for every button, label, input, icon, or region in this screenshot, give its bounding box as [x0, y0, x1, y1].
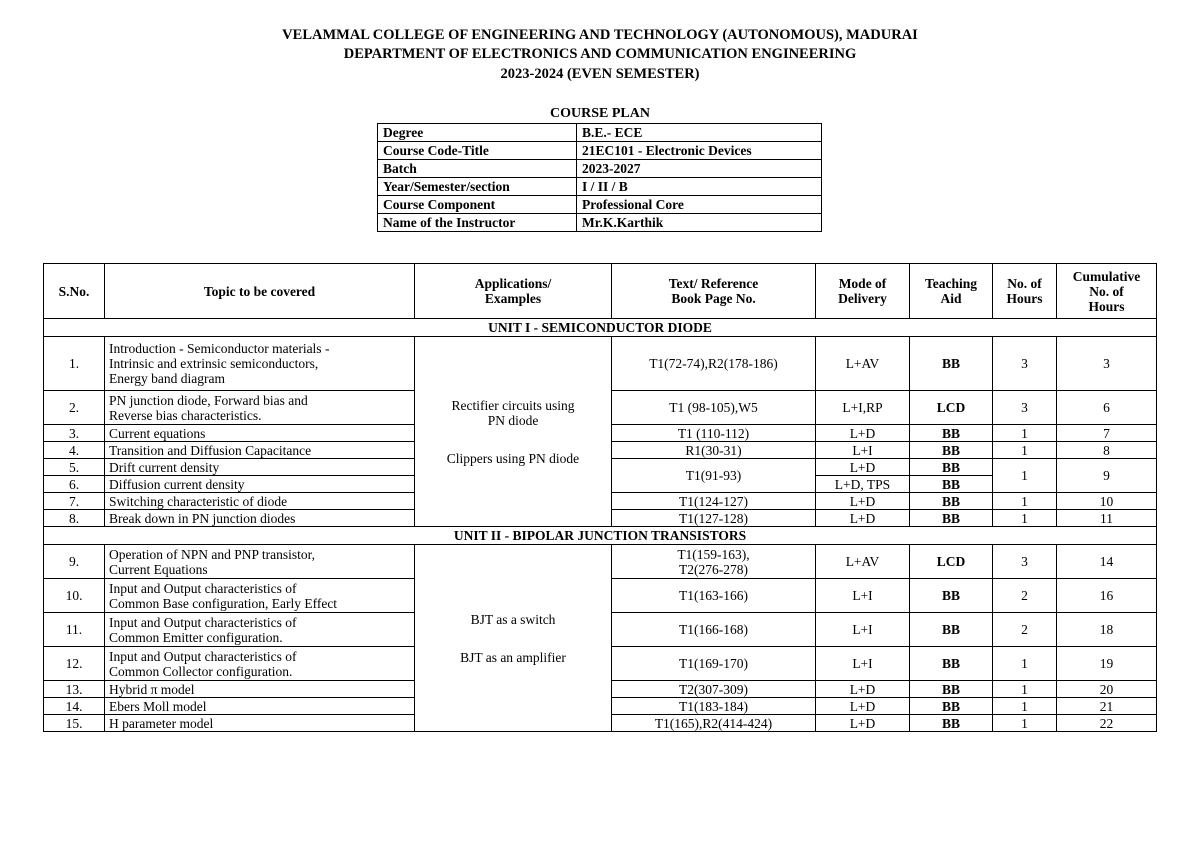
cell-hours: 1 — [993, 715, 1057, 732]
cell-sno: 3. — [44, 425, 105, 442]
header-book: Text/ Reference Book Page No. — [612, 264, 816, 319]
course-info-row — [378, 214, 822, 232]
info-value: B.E.- ECE — [577, 124, 822, 142]
cell-topic — [105, 579, 415, 613]
cell-mode: L+D — [816, 698, 910, 715]
cell-topic — [105, 681, 415, 698]
cell-sno: 7. — [44, 493, 105, 510]
cell-sno: 4. — [44, 442, 105, 459]
table-row — [44, 545, 1157, 579]
text-line: PN junction diode, Forward bias and — [109, 392, 308, 408]
cell-mode: L+D — [816, 681, 910, 698]
cell-hours: 1 — [993, 647, 1057, 681]
text-line: Introduction - Semiconductor materials - — [109, 341, 330, 356]
cell-aid: LCD — [910, 391, 993, 425]
text-line: H parameter model — [109, 715, 214, 731]
cell-hours: 1 — [993, 681, 1057, 698]
unit-row — [44, 319, 1157, 337]
application-text: PN diode — [487, 412, 539, 428]
lesson-plan-table — [43, 263, 1157, 732]
cell-mode: L+AV — [816, 545, 910, 579]
application-text: Rectifier circuits using — [451, 397, 575, 413]
course-info-row — [378, 196, 822, 214]
info-label: Name of the Instructor — [378, 214, 577, 232]
info-label: Batch — [378, 160, 577, 178]
table-row — [44, 337, 1157, 391]
cell-aid: BB — [910, 425, 993, 442]
cell-aid: LCD — [910, 545, 993, 579]
cell-aid: BB — [910, 647, 993, 681]
cell-mode: L+D — [816, 459, 910, 476]
info-value: Professional Core — [577, 196, 822, 214]
cell-book: T1(166-168) — [612, 613, 816, 647]
cell-cumulative: 19 — [1057, 647, 1157, 681]
cell-cumulative: 11 — [1057, 510, 1157, 527]
cell-hours: 1 — [993, 425, 1057, 442]
header-cumulative: Cumulative No. of Hours — [1057, 264, 1157, 319]
cell-hours: 1 — [993, 459, 1057, 493]
text-line: Input and Output characteristics of — [109, 614, 297, 630]
cell-book: T1(127-128) — [612, 510, 816, 527]
cell-hours: 2 — [993, 613, 1057, 647]
cell-aid: BB — [910, 579, 993, 613]
cell-hours: 3 — [993, 337, 1057, 391]
cell-hours: 1 — [993, 493, 1057, 510]
text-line: Break down in PN junction diodes — [109, 510, 296, 526]
course-plan-title: COURSE PLAN — [550, 106, 650, 121]
cell-topic — [105, 476, 415, 493]
info-value: 21EC101 - Electronic Devices — [577, 142, 822, 160]
cell-cumulative: 20 — [1057, 681, 1157, 698]
cell-cumulative: 6 — [1057, 391, 1157, 425]
cell-hours: 1 — [993, 510, 1057, 527]
cell-sno: 1. — [44, 337, 105, 391]
cell-mode: L+I — [816, 647, 910, 681]
cell-cumulative: 9 — [1057, 459, 1157, 493]
text-line: Hybrid π model — [109, 681, 195, 697]
header-mode: Mode of Delivery — [816, 264, 910, 319]
cell-topic — [105, 425, 415, 442]
cell-mode: L+D — [816, 493, 910, 510]
header-aid: Teaching Aid — [910, 264, 993, 319]
department-name: DEPARTMENT OF ELECTRONICS AND COMMUNICATION ENGINEERING — [343, 46, 857, 62]
text-line: Common Emitter configuration. — [109, 629, 283, 645]
cell-topic — [105, 493, 415, 510]
text-line: Switching characteristic of diode — [109, 493, 288, 509]
cell-mode: L+D — [816, 510, 910, 527]
course-info-row — [378, 178, 822, 196]
text-line: T1(159-163), — [677, 546, 750, 562]
text-line: Diffusion current density — [109, 476, 245, 492]
header-sno: S.No. — [44, 264, 105, 319]
cell-mode: L+I — [816, 579, 910, 613]
text-line: Input and Output characteristics of — [109, 648, 297, 664]
cell-sno: 12. — [44, 647, 105, 681]
info-label: Course Component — [378, 196, 577, 214]
text-line: Common Base configuration, Early Effect — [109, 595, 338, 611]
unit-title: UNIT II - BIPOLAR JUNCTION TRANSISTORS — [44, 527, 1157, 545]
application-text: Clippers using PN diode — [446, 450, 580, 466]
info-label: Degree — [378, 124, 577, 142]
info-label: Course Code-Title — [378, 142, 577, 160]
cell-hours: 1 — [993, 698, 1057, 715]
text-line: Ebers Moll model — [109, 698, 207, 714]
cell-book: T1(163-166) — [612, 579, 816, 613]
cell-cumulative: 3 — [1057, 337, 1157, 391]
cell-book: T1(124-127) — [612, 493, 816, 510]
cell-aid: BB — [910, 510, 993, 527]
cell-mode: L+D — [816, 425, 910, 442]
cell-sno: 5. — [44, 459, 105, 476]
cell-book: T1 (98-105),W5 — [612, 391, 816, 425]
cell-aid: BB — [910, 715, 993, 732]
text-line: Current equations — [109, 425, 206, 441]
academic-year: 2023-2024 (EVEN SEMESTER) — [500, 66, 700, 82]
cell-book: T1 (110-112) — [612, 425, 816, 442]
text-line: T2(276-278) — [679, 561, 748, 577]
cell-aid: BB — [910, 442, 993, 459]
course-info-row — [378, 160, 822, 178]
course-info-table — [377, 123, 822, 232]
cell-cumulative: 21 — [1057, 698, 1157, 715]
cell-topic — [105, 647, 415, 681]
cell-hours: 3 — [993, 545, 1057, 579]
cell-topic — [105, 510, 415, 527]
cell-topic — [105, 545, 415, 579]
header-applications: Applications/ Examples — [415, 264, 612, 319]
info-label: Year/Semester/section — [378, 178, 577, 196]
text-line: Reverse bias characteristics. — [109, 407, 262, 423]
cell-topic — [105, 391, 415, 425]
cell-aid: BB — [910, 476, 993, 493]
cell-sno: 8. — [44, 510, 105, 527]
cell-sno: 11. — [44, 613, 105, 647]
unit-row — [44, 527, 1157, 545]
cell-sno: 6. — [44, 476, 105, 493]
cell-sno: 15. — [44, 715, 105, 732]
cell-mode: L+I — [816, 442, 910, 459]
text-line: Input and Output characteristics of — [109, 580, 297, 596]
application-text: BJT as a switch — [470, 611, 556, 627]
cell-sno: 2. — [44, 391, 105, 425]
cell-topic — [105, 442, 415, 459]
cell-book: T1(169-170) — [612, 647, 816, 681]
cell-cumulative: 10 — [1057, 493, 1157, 510]
cell-aid: BB — [910, 493, 993, 510]
cell-topic — [105, 337, 415, 391]
cell-mode: L+I,RP — [816, 391, 910, 425]
text-line: Common Collector configuration. — [109, 663, 293, 679]
cell-book: T1(165),R2(414-424) — [612, 715, 816, 732]
cell-sno: 10. — [44, 579, 105, 613]
cell-cumulative: 22 — [1057, 715, 1157, 732]
cell-hours: 1 — [993, 442, 1057, 459]
header-hours: No. of Hours — [993, 264, 1057, 319]
cell-book: T2(307-309) — [612, 681, 816, 698]
cell-topic — [105, 613, 415, 647]
cell-mode: L+D — [816, 715, 910, 732]
cell-sno: 9. — [44, 545, 105, 579]
course-info-row — [378, 124, 822, 142]
cell-sno: 14. — [44, 698, 105, 715]
info-value: I / II / B — [577, 178, 822, 196]
cell-cumulative: 8 — [1057, 442, 1157, 459]
info-value: 2023-2027 — [577, 160, 822, 178]
cell-hours: 2 — [993, 579, 1057, 613]
cell-aid: BB — [910, 698, 993, 715]
header-topic: Topic to be covered — [105, 264, 415, 319]
cell-aid: BB — [910, 337, 993, 391]
cell-aid: BB — [910, 459, 993, 476]
cell-aid: BB — [910, 681, 993, 698]
table-header-row — [44, 264, 1157, 319]
cell-mode: L+I — [816, 613, 910, 647]
cell-mode: L+D, TPS — [816, 476, 910, 493]
info-value: Mr.K.Karthik — [577, 214, 822, 232]
cell-mode: L+AV — [816, 337, 910, 391]
cell-topic — [105, 459, 415, 476]
text-line: Operation of NPN and PNP transistor, — [109, 546, 315, 562]
text-line: Current Equations — [109, 561, 208, 577]
cell-hours: 3 — [993, 391, 1057, 425]
cell-cumulative: 14 — [1057, 545, 1157, 579]
text-line: Drift current density — [109, 459, 220, 475]
application-text: BJT as an amplifier — [460, 649, 566, 665]
cell-book: T1(91-93) — [612, 459, 816, 493]
cell-topic — [105, 698, 415, 715]
course-info-row — [378, 142, 822, 160]
cell-book: T1(72-74),R2(178-186) — [612, 337, 816, 391]
cell-cumulative: 16 — [1057, 579, 1157, 613]
cell-book: R1(30-31) — [612, 442, 816, 459]
cell-aid: BB — [910, 613, 993, 647]
cell-book: T1(183-184) — [612, 698, 816, 715]
cell-cumulative: 18 — [1057, 613, 1157, 647]
unit-title: UNIT I - SEMICONDUCTOR DIODE — [44, 319, 1157, 337]
cell-book — [612, 545, 816, 579]
text-line: Energy band diagram — [109, 371, 225, 386]
text-line: Intrinsic and extrinsic semiconductors, — [109, 356, 319, 371]
cell-cumulative: 7 — [1057, 425, 1157, 442]
text-line: Transition and Diffusion Capacitance — [109, 442, 312, 458]
cell-applications — [415, 337, 612, 527]
cell-topic — [105, 715, 415, 732]
cell-sno: 13. — [44, 681, 105, 698]
cell-applications — [415, 545, 612, 732]
college-name: VELAMMAL COLLEGE OF ENGINEERING AND TECHNOLOGY (AUTONOMOUS), MADURAI — [282, 27, 918, 43]
